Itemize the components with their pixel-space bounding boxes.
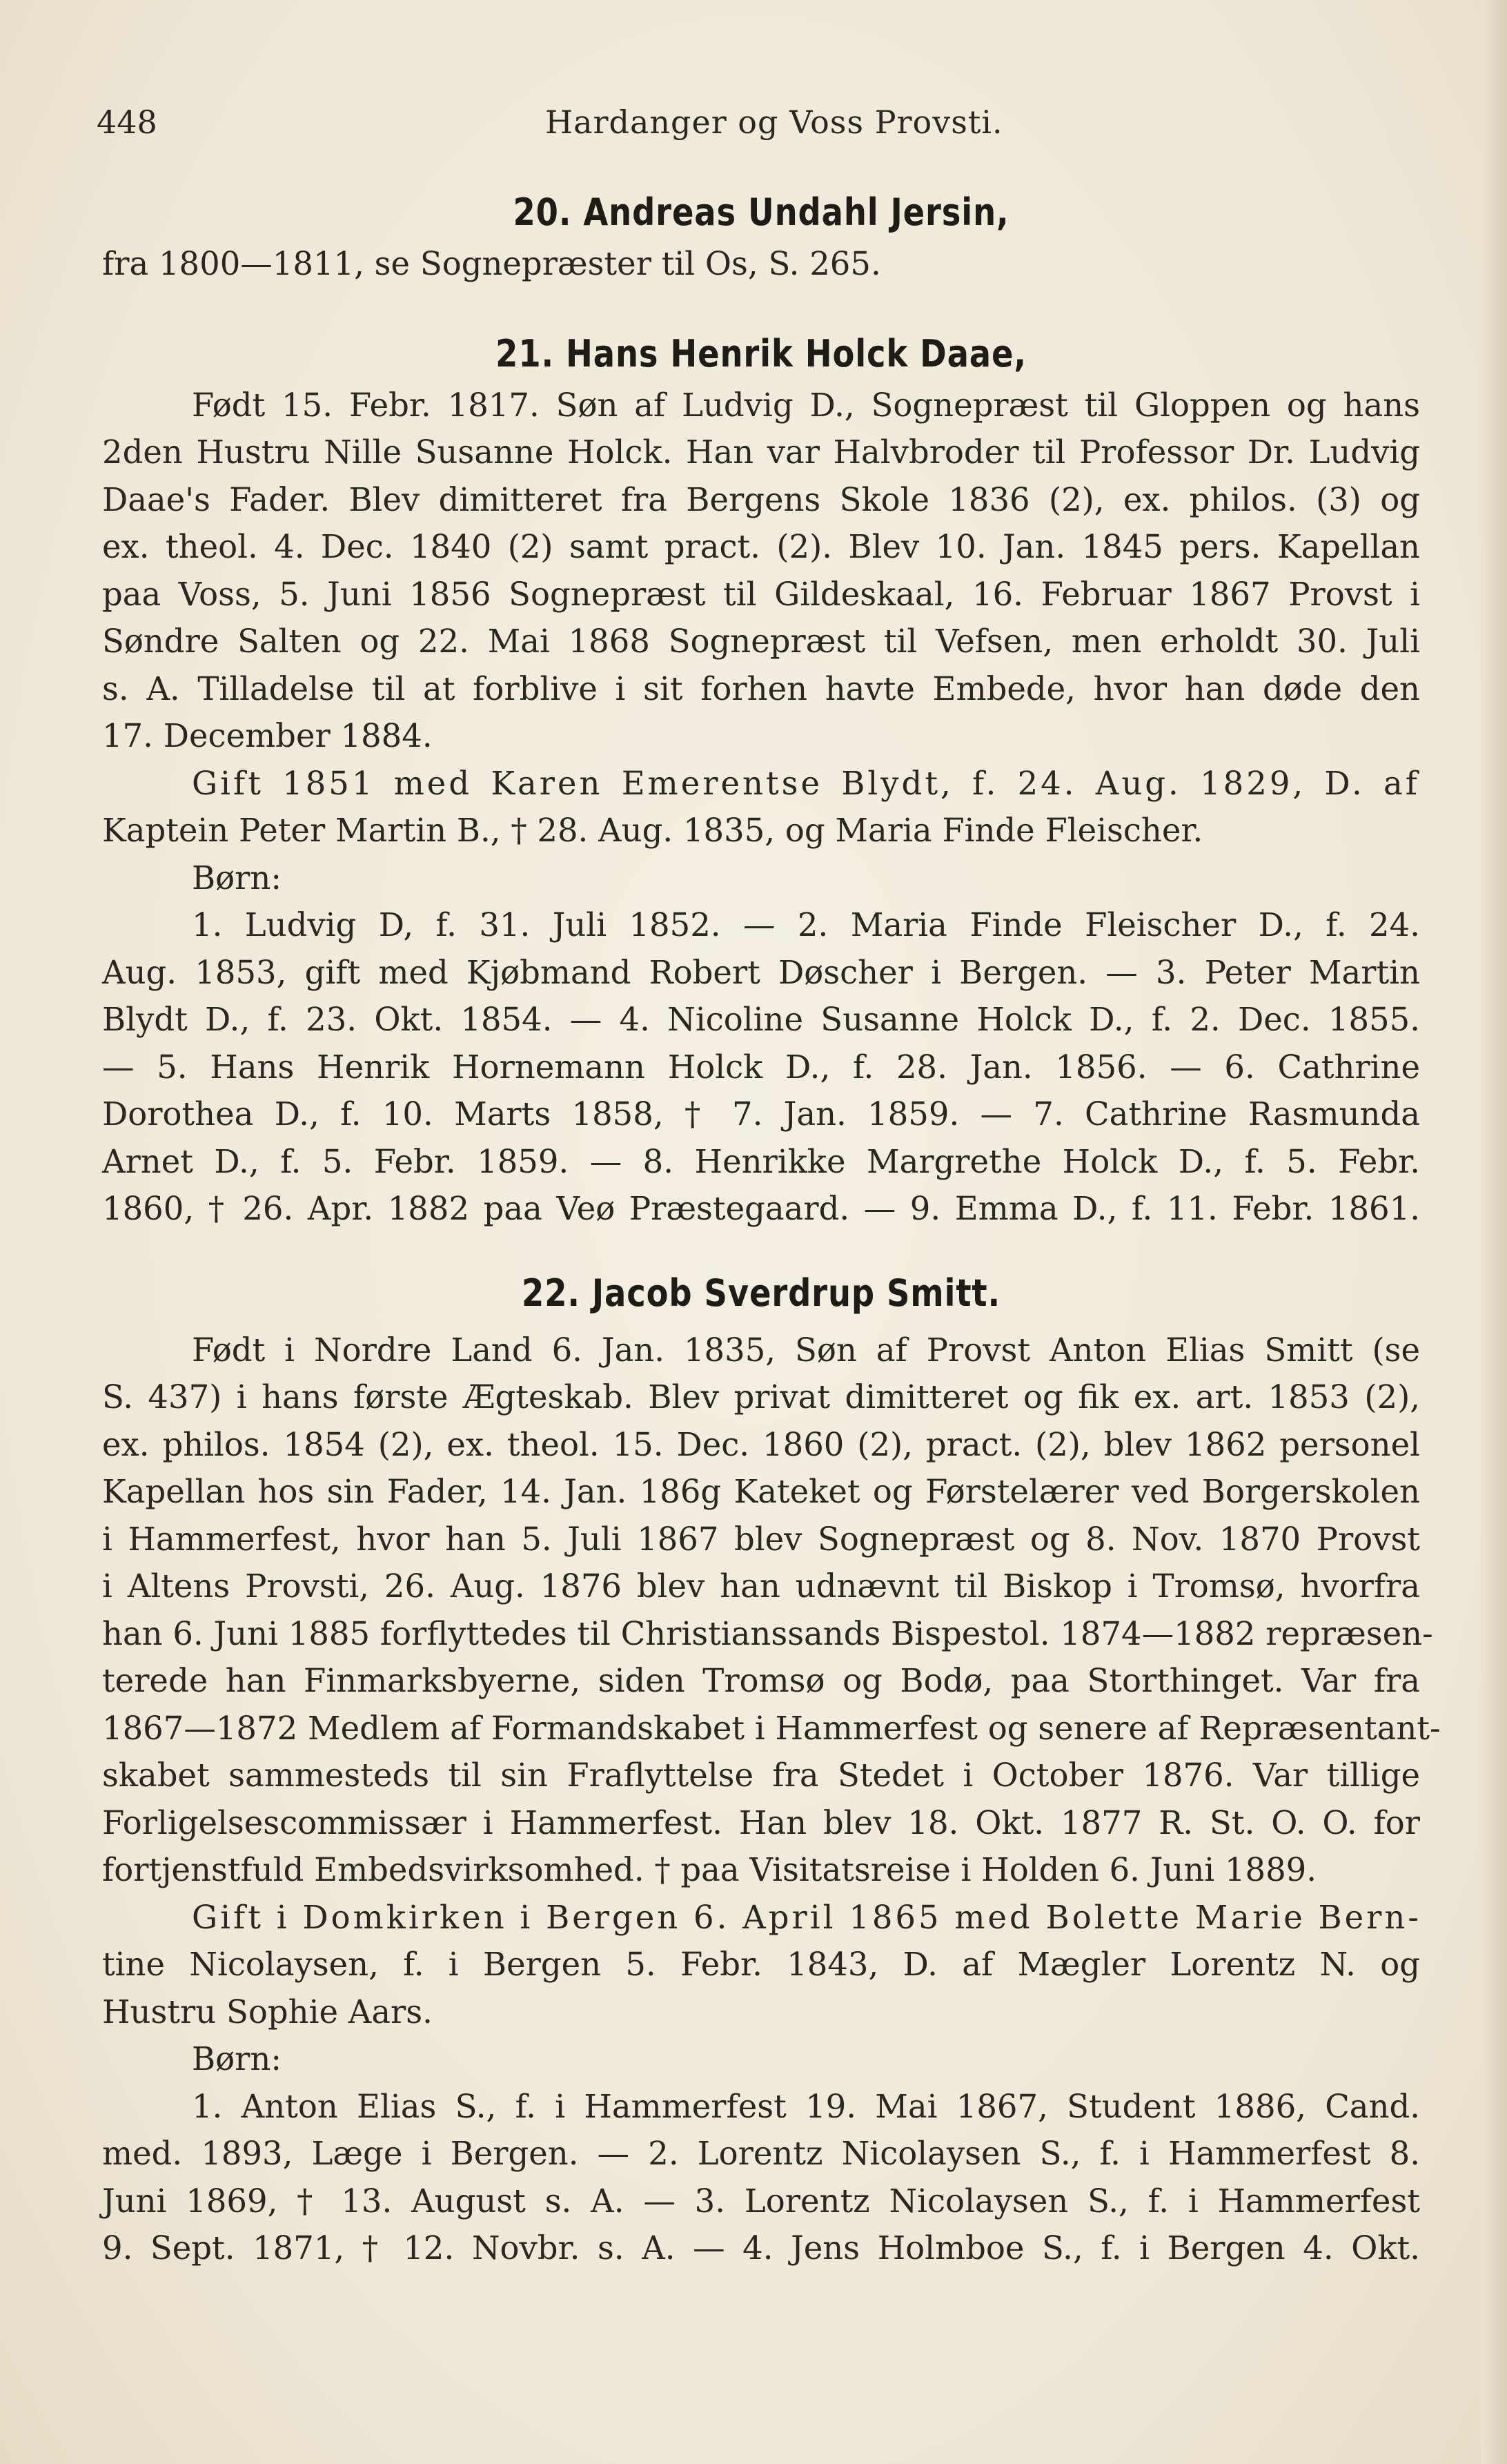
section-21-line: ex. theol. 4. Dec. 1840 (2) samt pract. (2). Blev 10. Jan. 1845 pers. Kapellan — [102, 528, 1420, 565]
section-22-line: tine Nicolaysen, f. i Bergen 5. Febr. 1843, D. af Mægler Lorentz N. og — [102, 1946, 1420, 1983]
section-21-marriage-line: Gift 1851 med Karen Emerentse Blydt, f. 24. Aug. 1829, D. af — [192, 764, 1420, 802]
section-21-line: Aug. 1853, gift med Kjøbmand Robert Døscher i Bergen. — 3. Peter Martin — [102, 953, 1420, 991]
section-22-line: med. 1893, Læge i Bergen. — 2. Lorentz Nicolaysen S., f. i Hammerfest 8. — [102, 2135, 1420, 2172]
section-21-children-heading: Børn: — [192, 859, 282, 897]
section-22-line: i Altens Provsti, 26. Aug. 1876 blev han udnævnt til Biskop i Tromsø, hvorfra — [102, 1567, 1420, 1605]
section-22-line: han 6. Juni 1885 forflyttedes til Christianssands Bispestol. 1874—1882 repræsen- — [102, 1614, 1433, 1652]
section-20-title: 20. Andreas Undahl Jersin, — [513, 190, 1009, 234]
section-21-line: Dorothea D., f. 10. Marts 1858, † 7. Jan. 1859. — 7. Cathrine Rasmunda — [102, 1095, 1420, 1133]
section-20-line: fra 1800—1811, se Sognepræster til Os, S. 265. — [102, 245, 881, 282]
section-22-title: 22. Jacob Sverdrup Smitt. — [522, 1271, 1001, 1315]
section-21-line: Kaptein Peter Martin B., † 28. Aug. 1835, og Maria Finde Fleischer. — [102, 812, 1203, 849]
section-22-children-heading: Børn: — [192, 2040, 282, 2077]
page-edge — [1481, 0, 1507, 2464]
page-header — [97, 104, 1421, 145]
section-22-marriage-line: Gift i Domkirken i Bergen 6. April 1865 med Bolette Marie Bern- — [192, 1898, 1422, 1936]
section-22-line: fortjenstfuld Embedsvirksomhed. † paa Visitatsreise i Holden 6. Juni 1889. — [102, 1851, 1317, 1888]
section-21-line: Daae's Fader. Blev dimitteret fra Bergens Skole 1836 (2), ex. philos. (3) og — [102, 480, 1420, 518]
section-22-line: 1. Anton Elias S., f. i Hammerfest 19. Mai 1867, Student 1886, Cand. — [192, 2087, 1420, 2125]
section-21-line: — 5. Hans Henrik Hornemann Holck D., f. 28. Jan. 1856. — 6. Cathrine — [102, 1048, 1420, 1086]
section-22-line: i Hammerfest, hvor han 5. Juli 1867 blev Sognepræst og 8. Nov. 1870 Provst — [102, 1520, 1420, 1558]
section-21-line: Født 15. Febr. 1817. Søn af Ludvig D., Sognepræst til Gloppen og hans — [192, 386, 1420, 424]
section-22-line: 1867—1872 Medlem af Formandskabet i Hammerfest og senere af Repræsentant- — [102, 1709, 1441, 1747]
section-21-line: Arnet D., f. 5. Febr. 1859. — 8. Henrikke Margrethe Holck D., f. 5. Febr. — [102, 1142, 1420, 1180]
section-21-title: 21. Hans Henrik Holck Daae, — [495, 331, 1027, 375]
section-22-line: 9. Sept. 1871, † 12. Novbr. s. A. — 4. Jens Holmboe S., f. i Bergen 4. Okt. — [102, 2229, 1420, 2267]
section-21-line: 2den Hustru Nille Susanne Holck. Han var Halvbroder til Professor Dr. Ludvig — [102, 433, 1420, 471]
section-22-line: ex. philos. 1854 (2), ex. theol. 15. Dec. 1860 (2), pract. (2), blev 1862 personel — [102, 1425, 1420, 1463]
section-21-line: 17. December 1884. — [102, 717, 433, 754]
section-22-line: skabet sammesteds til sin Fraflyttelse fra Stedet i October 1876. Var tillige — [102, 1757, 1420, 1794]
section-22-line: Født i Nordre Land 6. Jan. 1835, Søn af Provst Anton Elias Smitt (se — [192, 1331, 1420, 1369]
section-21-line: Søndre Salten og 22. Mai 1868 Sognepræst til Vefsen, men erholdt 30. Juli — [102, 623, 1420, 660]
section-22-line: Hustru Sophie Aars. — [102, 1993, 433, 2031]
section-22-line: Juni 1869, † 13. August s. A. — 3. Lorentz Nicolaysen S., f. i Hammerfest — [102, 2182, 1420, 2220]
page-number: 448 — [97, 104, 157, 141]
section-21-line: paa Voss, 5. Juni 1856 Sognepræst til Gildeskaal, 16. Februar 1867 Provst i — [102, 575, 1420, 613]
section-21-line: Blydt D., f. 23. Okt. 1854. — 4. Nicoline Susanne Holck D., f. 2. Dec. 1855. — [102, 1001, 1420, 1038]
section-21-line: 1. Ludvig D, f. 31. Juli 1852. — 2. Maria Finde Fleischer D., f. 24. — [192, 906, 1420, 943]
running-head: Hardanger og Voss Provsti. — [545, 104, 1003, 141]
section-22-line: S. 437) i hans første Ægteskab. Blev privat dimitteret og fik ex. art. 1853 (2), — [102, 1378, 1420, 1416]
section-22-line: Kapellan hos sin Fader, 14. Jan. 186g Kateket og Førstelærer ved Borgerskolen — [102, 1473, 1420, 1510]
section-21-line: 1860, † 26. Apr. 1882 paa Veø Præstegaard. — 9. Emma D., f. 11. Febr. 1861. — [102, 1190, 1420, 1227]
section-22-line: terede han Finmarksbyerne, siden Tromsø og Bodø, paa Storthinget. Var fra — [102, 1662, 1420, 1699]
page-body — [102, 185, 1441, 2272]
section-21-line: s. A. Tilladelse til at forblive i sit forhen havte Embede, hvor han døde den — [102, 669, 1420, 707]
section-22-line: Forligelsescommissær i Hammerfest. Han blev 18. Okt. 1877 R. St. O. O. for — [102, 1803, 1420, 1841]
